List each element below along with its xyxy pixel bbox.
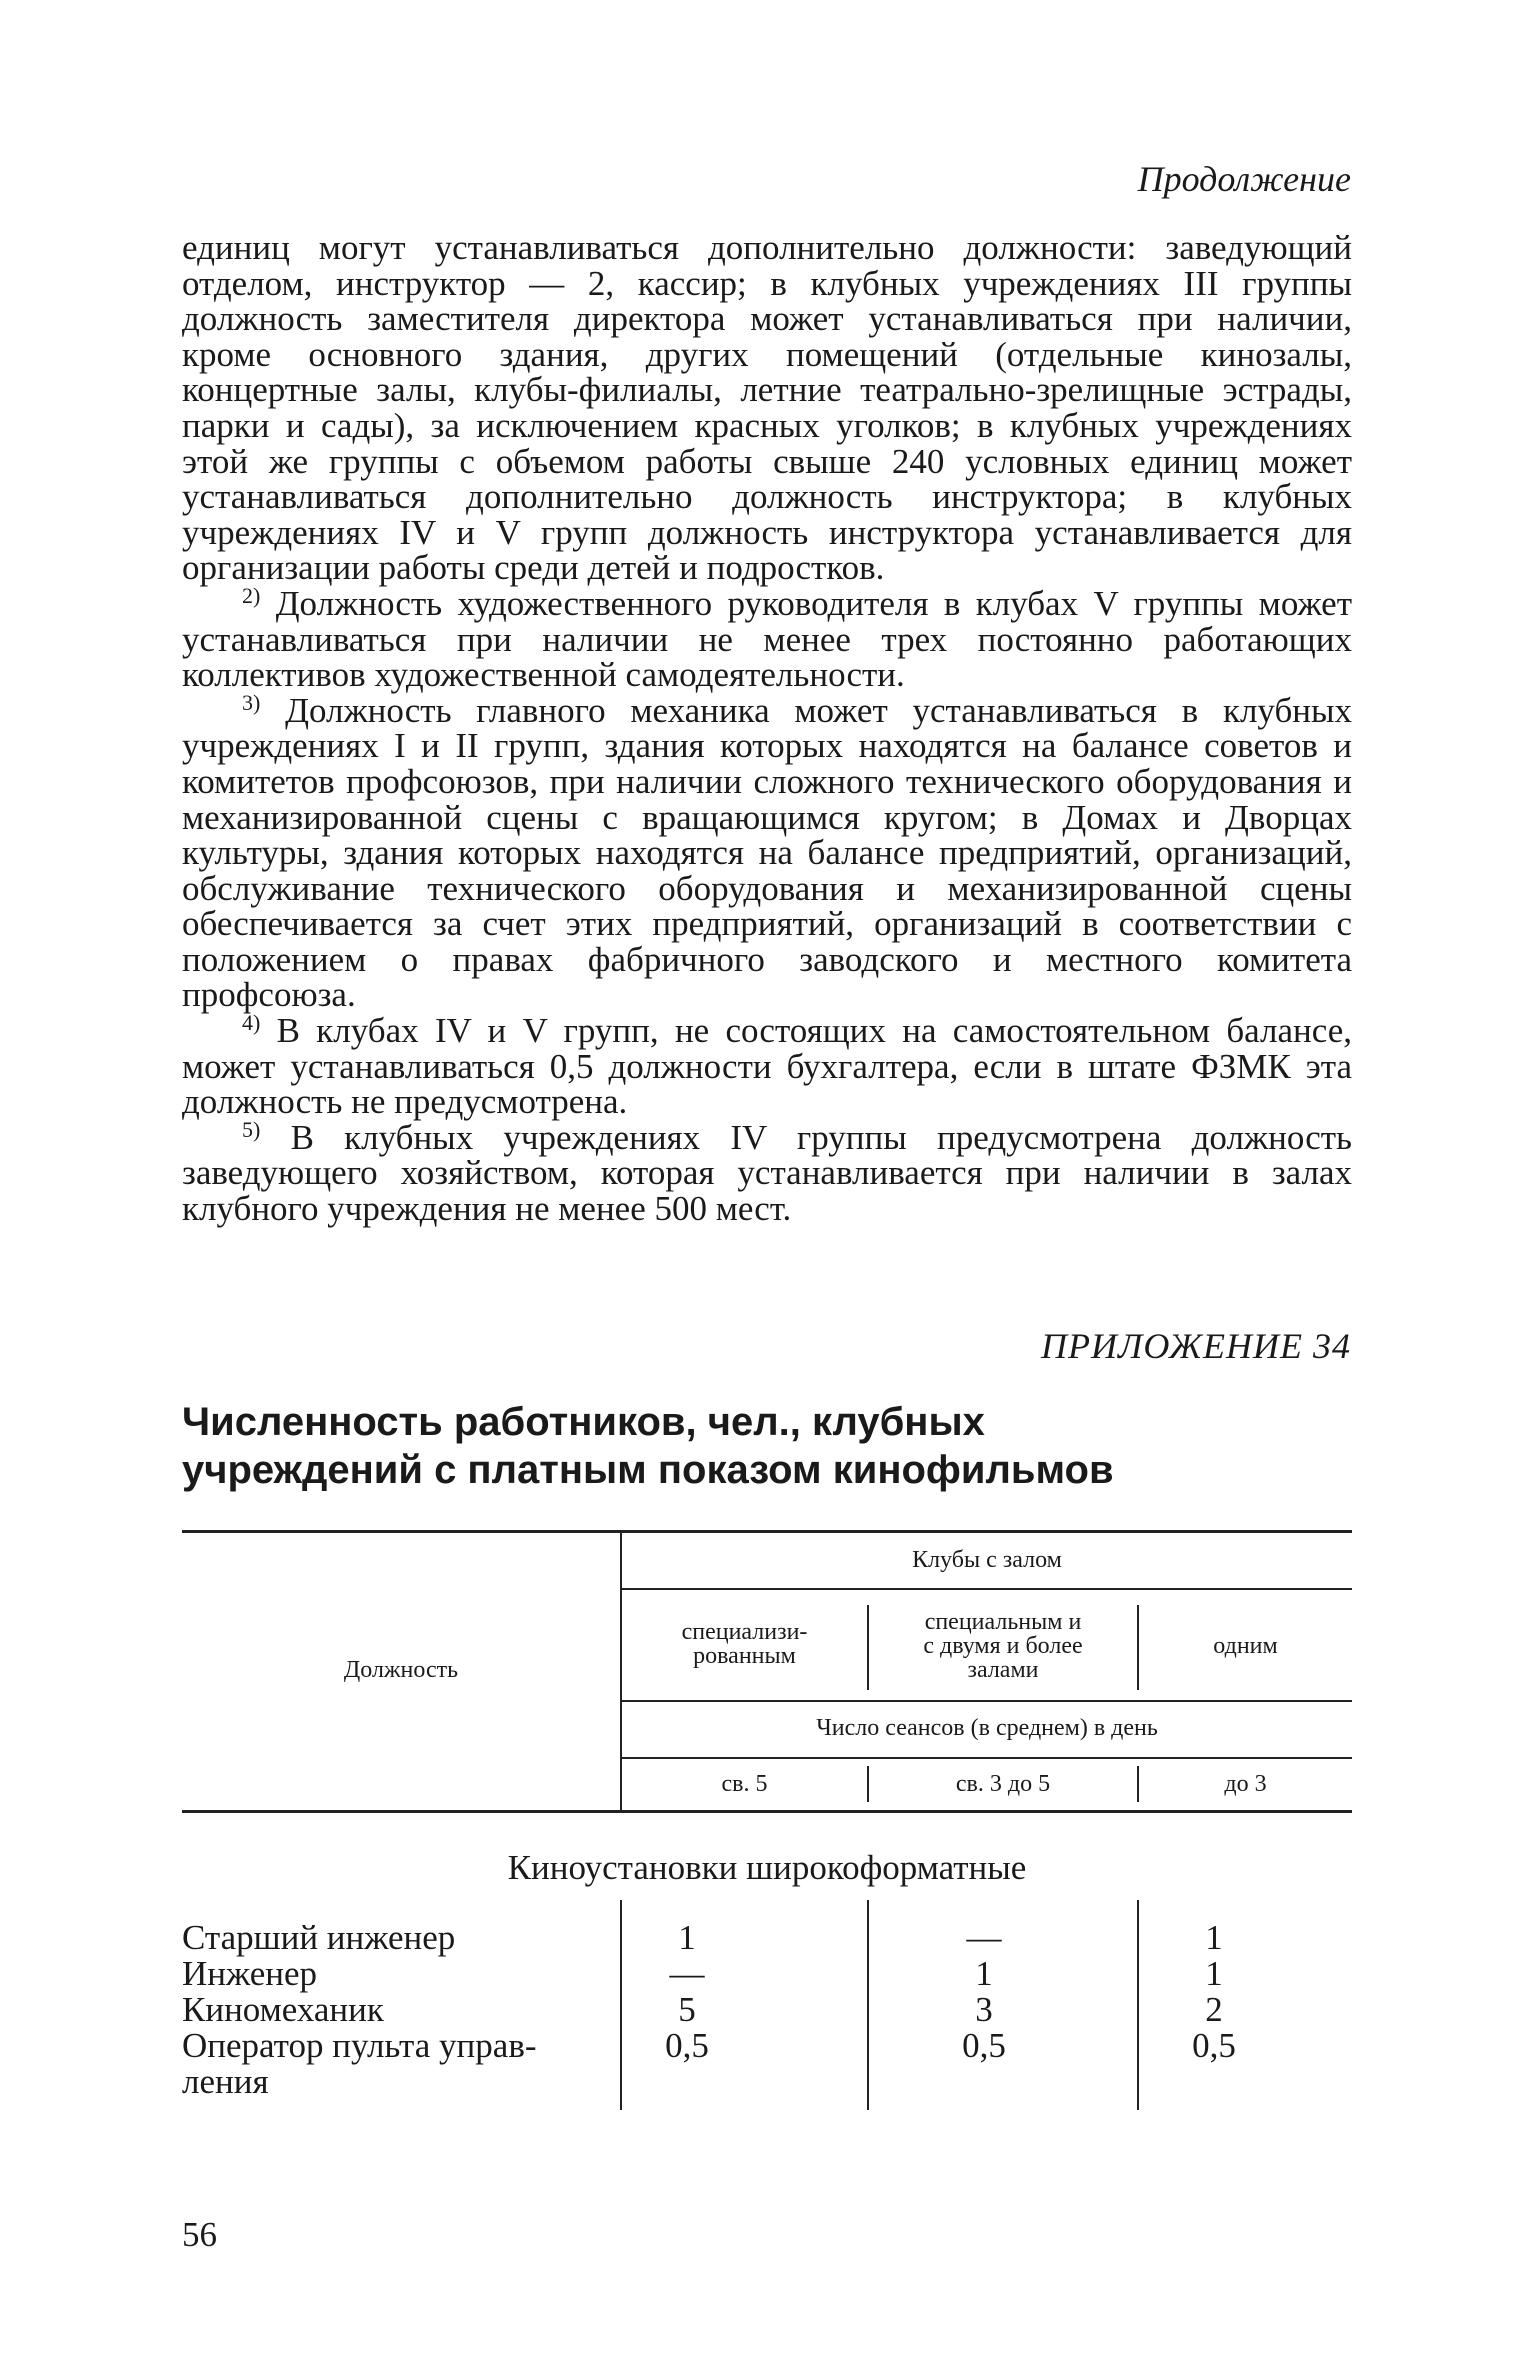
table-title-line: учреждений с платным показом кинофильмов [182,1448,1114,1492]
table-cell: 1 [1205,1954,1223,1993]
table-cell: 1 [975,1954,993,1993]
column-rule [620,1530,622,1813]
header-one: одним [1213,1633,1278,1659]
staff-table [182,1530,1352,2130]
table-cell: 2 [1205,1990,1223,2029]
table-cell: 5 [678,1990,696,2029]
table-row-position: Оператор пульта управ- ления [182,2026,537,2101]
table-title-line: Численность работников, чел., клубных [182,1400,985,1444]
footnote-marker: 4) [242,1010,261,1036]
header-range-3: до 3 [1224,1771,1267,1797]
footnote-paragraph: $^{5)}$ В клубных учреждениях IV группы предусмотрена должность заведующего хозяйством, которая устанавливается при наличии в залах клубного учреждения не менее 500 мест. [182,1116,1352,1229]
header-range-2: св. 3 до 5 [955,1771,1051,1797]
header-special-multi: специальным и с двумя и более залами [923,1609,1083,1683]
page-number: 56 [182,2215,217,2254]
table-cell: — [669,1954,705,1993]
table-title [182,1398,1352,1494]
footnote-paragraph: единиц могут устанавливаться дополнительно должности: заведующий отделом, инструктор — 2, кассир; в клубных учреждениях III группы должность заместителя директора может устанавливаться при наличии, кроме основного здания, других помещений (отдельные кинозалы, концертные залы, клубы-филиалы, летние театрально-зрелищные эстрады, парки и сады), за исключением красных уголков; в клубных учреждениях этой же группы с объемом работы свыше 240 условных единиц может устанавливаться дополнительно должность инструктора; в клубных учреждениях IV и V групп должность инструктора устанавливается для организации работы среди детей и подростков. [182,228,1352,588]
footnote-marker: 3) [242,689,261,715]
table-cell: 0,5 [962,2026,1006,2065]
header-specialized: специализи- рованным [681,1619,808,1669]
header-rule [622,1700,1352,1702]
table-cell: 1 [1205,1918,1223,1957]
header-rule [622,1588,1352,1590]
header-bottom-rule [182,1810,1352,1813]
continuation-label: Продолжение [1137,159,1351,199]
appendix-label: ПРИЛОЖЕНИЕ 34 [1041,1326,1351,1366]
table-top-rule [182,1530,1352,1533]
table-cell: — [966,1918,1002,1957]
footnote-marker: 2) [242,582,261,608]
table-cell: 3 [975,1990,993,2029]
header-range-1: св. 5 [721,1771,768,1797]
table-cell: 0,5 [665,2026,709,2065]
header-rule [622,1757,1352,1759]
table-cell: 0,5 [1192,2026,1236,2065]
footnote-paragraph: $^{3)}$ Должность главного механика может устанавливаться в клубных учреждениях I и II групп, здания которых находятся на балансе советов и комитетов профсоюзов, при наличии сложного технического оборудования и механизированной сцены с вращающимся кругом; в Домах и Дворцах культуры, здания которых находятся на балансе предприятий, организаций, обслуживание технического оборудования и механизированной сцены обеспечивается за счет этих предприятий, организаций в соответствии с положением о правах фабричного заводского и местного комитета профсоюза. [182,689,1353,1015]
header-position: Должность [343,1657,459,1683]
footnotes-text [182,230,1352,1227]
footnote-marker: 5) [242,1116,261,1142]
table-row-position: Киномеханик [182,1990,384,2029]
header-clubs: Клубы с залом [912,1547,1062,1573]
section-heading: Киноустановки широкоформатные [507,1848,1027,1887]
table-row-position: Инженер [182,1954,318,1993]
table-cell: 1 [678,1918,696,1957]
table-row-position: Старший инженер [182,1918,456,1957]
footnote-paragraph: $^{2)}$ Должность художественного руководителя в клубах V группы может устанавливаться при наличии не менее трех постоянно работающих коллективов художественной самодеятельности. [182,582,1352,695]
footnote-paragraph: $^{4)}$ В клубах IV и V групп, не состоящих на самостоятельном балансе, может устанавливаться 0,5 должности бухгалтера, если в штате ФЗМК эта должность не предусмотрена. [182,1010,1353,1122]
header-sessions: Число сеансов (в среднем) в день [816,1715,1158,1741]
